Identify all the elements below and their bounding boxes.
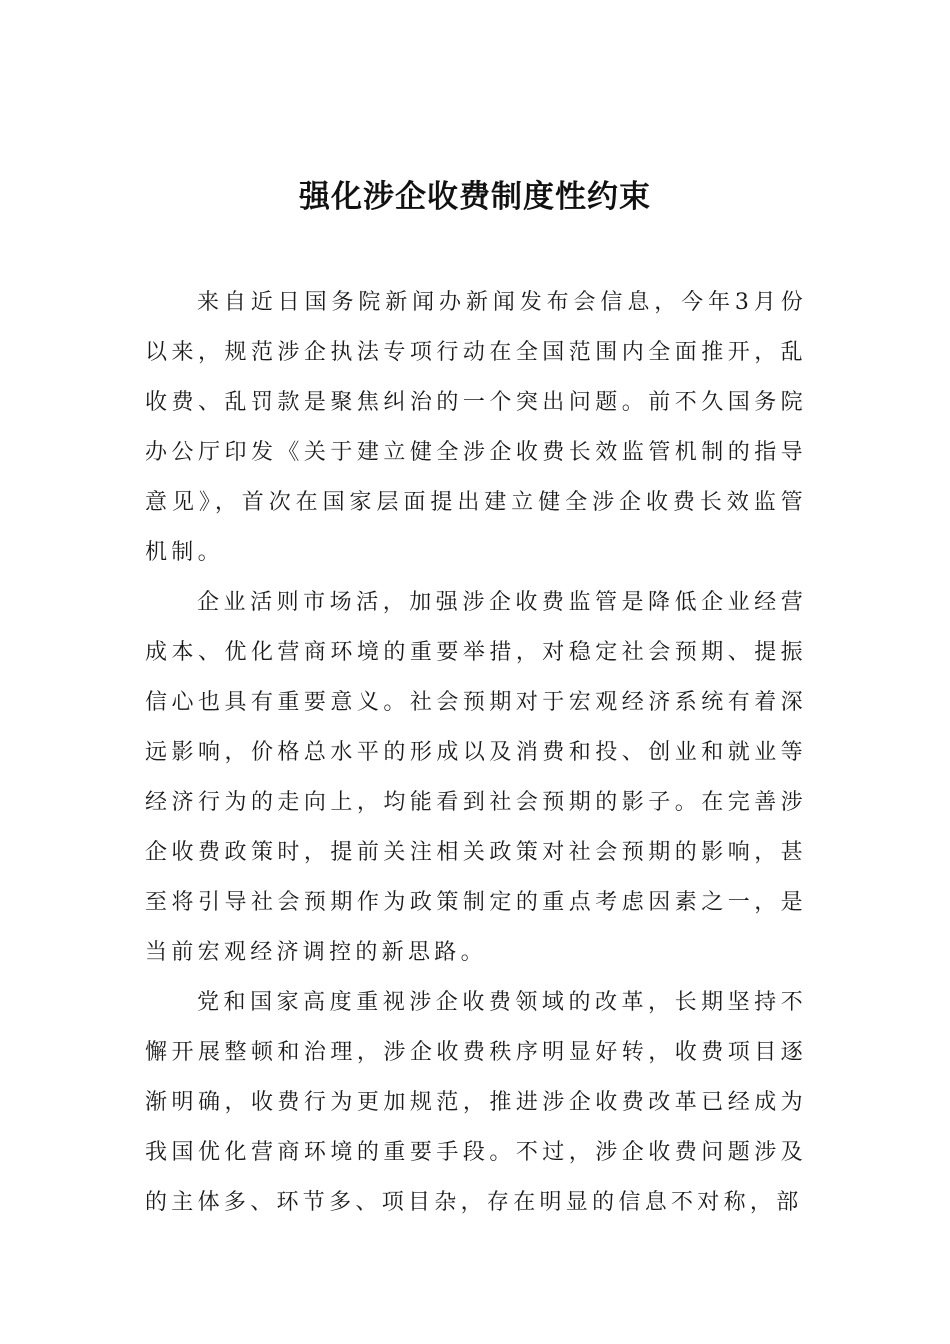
paragraph-1: 来自近日国务院新闻办新闻发布会信息，今年3月份以来，规范涉企执法专项行动在全国范围内全面推开，乱收费、乱罚款是聚焦纠治的一个突出问题。前不久国务院办公厅印发《关于建立健全涉企收费长效监管机制的指导意见》，首次在国家层面提出建立健全涉企收费长效监管机制。 <box>145 290 807 565</box>
document-body <box>145 278 807 1228</box>
paragraph-3: 党和国家高度重视涉企收费领域的改革，长期坚持不懈开展整顿和治理，涉企收费秩序明显好转，收费项目逐渐明确，收费行为更加规范，推进涉企收费改革已经成为我国优化营商环境的重要手段。不过，涉企收费问题涉及的主体多、环节多、项目杂，存在明显的信息不对称，部 <box>145 990 807 1215</box>
document-title: 强化涉企收费制度性约束 <box>299 179 651 215</box>
paragraph-2: 企业活则市场活，加强涉企收费监管是降低企业经营成本、优化营商环境的重要举措，对稳定社会预期、提振信心也具有重要意义。社会预期对于宏观经济系统有着深远影响，价格总水平的形成以及消费和投、创业和就业等经济行为的走向上，均能看到社会预期的影子。在完善涉企收费政策时，提前关注相关政策对社会预期的影响，甚至将引导社会预期作为政策制定的重点考虑因素之一，是当前宏观经济调控的新思路。 <box>145 590 807 965</box>
